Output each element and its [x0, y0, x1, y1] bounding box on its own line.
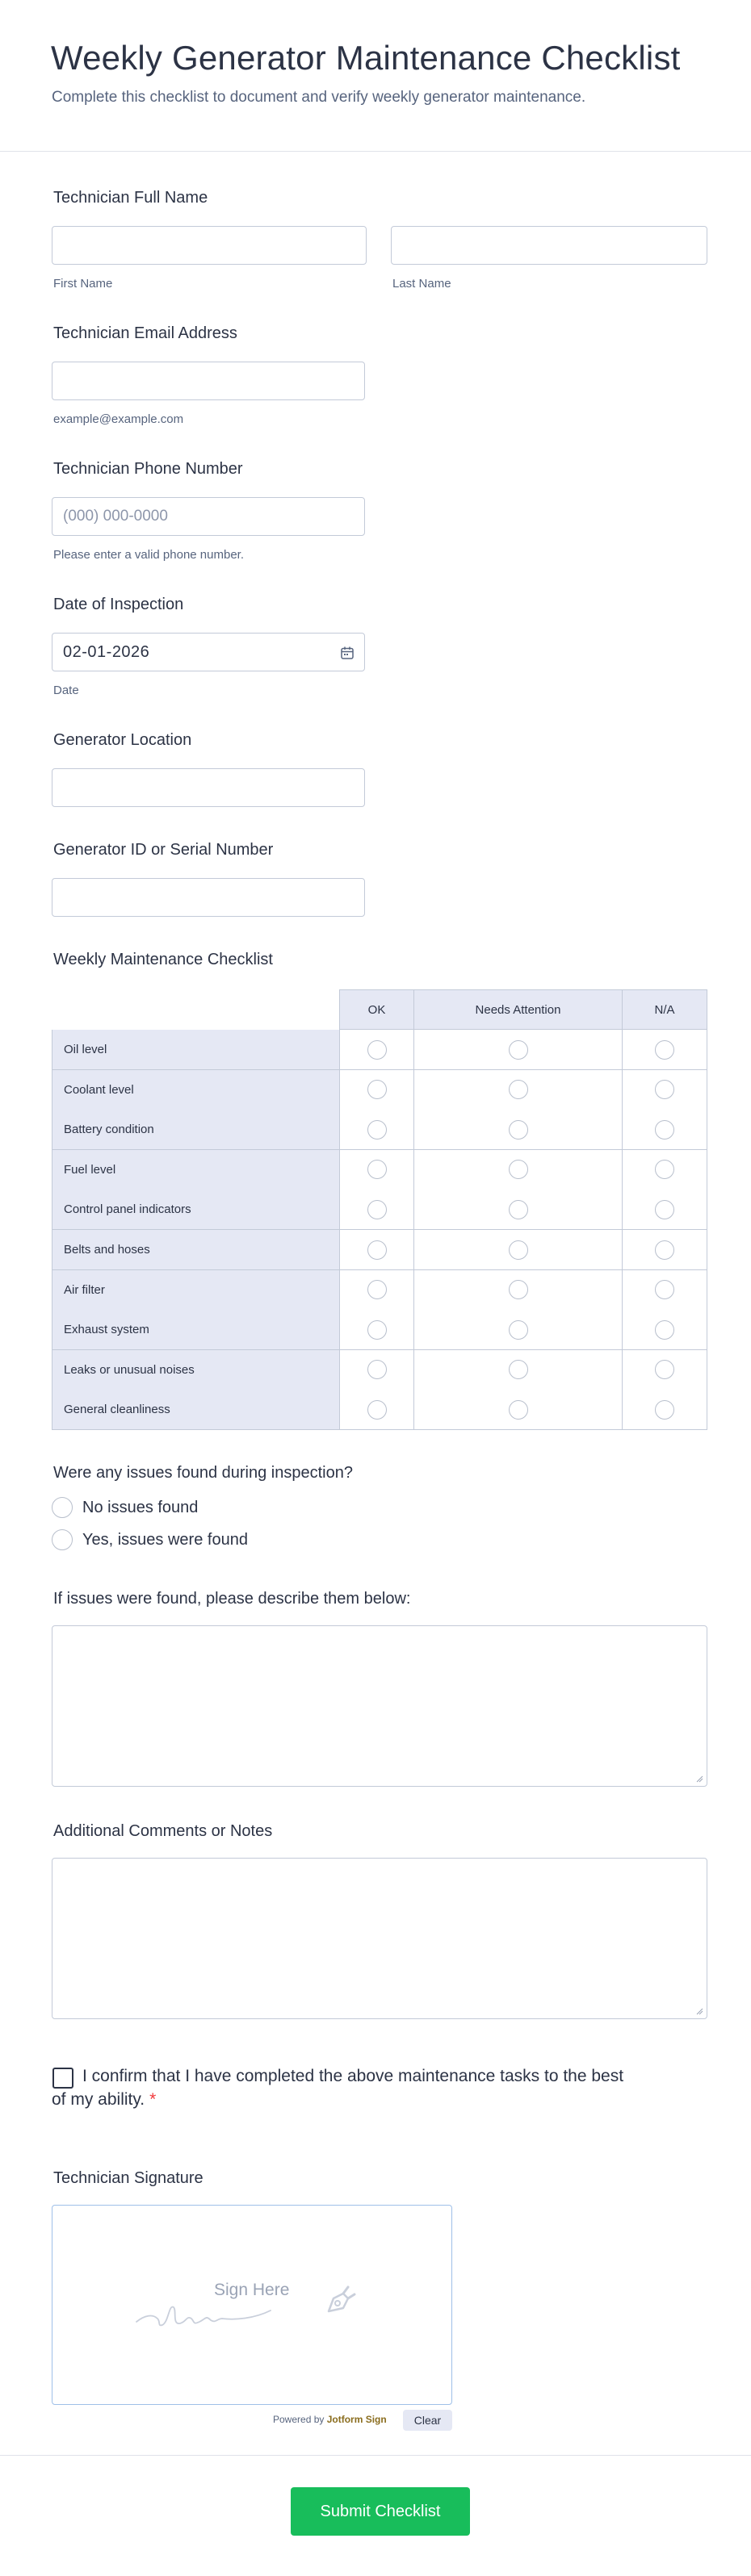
email-input[interactable] [52, 362, 365, 400]
matrix-radio[interactable] [655, 1200, 674, 1219]
matrix-radio[interactable] [509, 1080, 528, 1099]
matrix-cell [339, 1030, 414, 1070]
full-name-label: Technician Full Name [53, 189, 208, 207]
matrix-radio[interactable] [655, 1040, 674, 1060]
matrix-radio[interactable] [367, 1080, 387, 1099]
matrix-row-label: Leaks or unusual noises [52, 1350, 339, 1390]
matrix-cell [339, 1270, 414, 1311]
matrix-row [52, 1390, 707, 1430]
clear-signature-button[interactable]: Clear [403, 2410, 452, 2431]
matrix-row-label: Belts and hoses [52, 1230, 339, 1270]
matrix-cell [339, 1350, 414, 1390]
first-name-input[interactable] [52, 226, 367, 265]
matrix-row-label: Oil level [52, 1030, 339, 1070]
issue-description-textarea[interactable] [52, 1625, 707, 1787]
issues-label: Were any issues found during inspection? [53, 1464, 353, 1482]
confirm-text-line1: I confirm that I have completed the above maintenance tasks to the best [82, 2067, 624, 2085]
signature-placeholder: Sign Here [214, 2281, 290, 2299]
matrix-radio[interactable] [655, 1280, 674, 1299]
date-label: Date of Inspection [53, 596, 184, 613]
issues-option-yes[interactable] [52, 1528, 248, 1551]
matrix-row-label: General cleanliness [52, 1390, 339, 1430]
signature-pad[interactable] [52, 2205, 452, 2405]
last-name-sublabel: Last Name [392, 277, 451, 291]
jotform-sign-brand: Jotform Sign [326, 2414, 387, 2425]
matrix-cell [622, 1110, 707, 1150]
matrix-cell [339, 1310, 414, 1350]
confirm-checkbox[interactable] [52, 2068, 73, 2089]
matrix-cell [339, 1230, 414, 1270]
date-value: 02-01-2026 [63, 643, 150, 661]
resize-handle-icon[interactable] [695, 2007, 703, 2015]
matrix-radio[interactable] [509, 1240, 528, 1260]
matrix-cell [339, 1190, 414, 1230]
matrix-radio[interactable] [367, 1240, 387, 1260]
powered-prefix: Powered by [273, 2414, 325, 2425]
matrix-cell [622, 1390, 707, 1430]
matrix-cell [413, 1270, 623, 1311]
pen-nib-icon [321, 2282, 358, 2319]
matrix-cell [339, 1390, 414, 1430]
matrix-radio[interactable] [655, 1240, 674, 1260]
location-label: Generator Location [53, 731, 192, 749]
matrix-cell [622, 1190, 707, 1230]
form-subtitle: Complete this checklist to document and verify weekly generator maintenance. [52, 89, 586, 106]
powered-by-text [273, 2414, 387, 2425]
matrix-radio[interactable] [509, 1160, 528, 1179]
matrix-radio[interactable] [509, 1360, 528, 1379]
matrix-row-label: Exhaust system [52, 1310, 339, 1350]
matrix-row-label: Battery condition [52, 1110, 339, 1150]
matrix-cell [413, 1350, 623, 1390]
radio-circle[interactable] [52, 1529, 73, 1550]
matrix-radio[interactable] [509, 1200, 528, 1219]
matrix-radio[interactable] [367, 1040, 387, 1060]
matrix-radio[interactable] [509, 1400, 528, 1420]
required-asterisk: * [149, 2090, 157, 2109]
issues-option-no[interactable] [52, 1496, 198, 1519]
matrix-cell [339, 1150, 414, 1190]
matrix-row [52, 1030, 707, 1070]
matrix-cell [413, 1110, 623, 1150]
matrix-radio[interactable] [367, 1200, 387, 1219]
matrix-cell [413, 1190, 623, 1230]
matrix-radio[interactable] [509, 1040, 528, 1060]
matrix-col-na: N/A [622, 989, 707, 1030]
matrix-radio[interactable] [367, 1320, 387, 1340]
issue-description-label: If issues were found, please describe them below: [53, 1590, 411, 1608]
radio-circle[interactable] [52, 1497, 73, 1518]
matrix-col-ok: OK [339, 989, 414, 1030]
matrix-radio[interactable] [367, 1360, 387, 1379]
location-input[interactable] [52, 768, 365, 807]
matrix-radio[interactable] [655, 1080, 674, 1099]
matrix-row [52, 1350, 707, 1390]
matrix-cell [413, 1150, 623, 1190]
generator-id-input[interactable] [52, 878, 365, 917]
matrix-row [52, 1230, 707, 1270]
matrix-cell [622, 1030, 707, 1070]
matrix-radio[interactable] [655, 1360, 674, 1379]
generator-id-label: Generator ID or Serial Number [53, 841, 274, 859]
matrix-cell [622, 1350, 707, 1390]
last-name-input[interactable] [391, 226, 707, 265]
form-header [0, 0, 751, 152]
matrix-cell [622, 1070, 707, 1110]
signature-scribble-icon [133, 2283, 295, 2331]
submit-button[interactable]: Submit Checklist [291, 2487, 470, 2536]
matrix-radio[interactable] [655, 1400, 674, 1420]
checklist-label: Weekly Maintenance Checklist [53, 951, 273, 968]
confirm-text-end: of my ability. [52, 2090, 145, 2109]
form-title: Weekly Generator Maintenance Checklist [51, 39, 681, 77]
matrix-cell [413, 1390, 623, 1430]
matrix-cell [622, 1230, 707, 1270]
matrix-radio[interactable] [367, 1280, 387, 1299]
matrix-radio[interactable] [509, 1320, 528, 1340]
matrix-row [52, 1150, 707, 1190]
footer-divider [0, 2455, 751, 2456]
matrix-radio[interactable] [655, 1120, 674, 1140]
matrix-cell [413, 1310, 623, 1350]
date-input[interactable] [52, 633, 365, 671]
phone-sublabel: Please enter a valid phone number. [53, 548, 244, 562]
confirm-text-line2 [52, 2090, 156, 2110]
matrix-radio[interactable] [367, 1120, 387, 1140]
matrix-radio[interactable] [367, 1160, 387, 1179]
matrix-row-label: Coolant level [52, 1070, 339, 1110]
matrix-col-needs-attention: Needs Attention [413, 989, 623, 1030]
matrix-radio[interactable] [509, 1280, 528, 1299]
matrix-row [52, 1070, 707, 1110]
comments-textarea[interactable] [52, 1858, 707, 2019]
email-label: Technician Email Address [53, 324, 237, 342]
signature-label: Technician Signature [53, 2169, 203, 2187]
date-sublabel: Date [53, 684, 79, 697]
calendar-icon[interactable] [340, 646, 355, 660]
matrix-row-label: Fuel level [52, 1150, 339, 1190]
resize-handle-icon[interactable] [695, 1775, 703, 1783]
first-name-sublabel: First Name [53, 277, 113, 291]
matrix-row [52, 1310, 707, 1350]
phone-label: Technician Phone Number [53, 460, 243, 478]
matrix-row [52, 1110, 707, 1150]
matrix-row-label: Control panel indicators [52, 1190, 339, 1230]
matrix-cell [622, 1310, 707, 1350]
matrix-row-label: Air filter [52, 1270, 339, 1311]
matrix-radio[interactable] [655, 1160, 674, 1179]
matrix-cell [622, 1270, 707, 1311]
radio-label: Yes, issues were found [82, 1530, 248, 1549]
matrix-radio[interactable] [509, 1120, 528, 1140]
matrix-cell [339, 1110, 414, 1150]
email-sublabel: example@example.com [53, 412, 184, 426]
matrix-cell [413, 1070, 623, 1110]
matrix-cell [339, 1070, 414, 1110]
comments-label: Additional Comments or Notes [53, 1822, 273, 1840]
matrix-row [52, 1270, 707, 1311]
radio-label: No issues found [82, 1498, 199, 1516]
matrix-cell [622, 1150, 707, 1190]
matrix-radio[interactable] [655, 1320, 674, 1340]
matrix-row [52, 1190, 707, 1230]
matrix-cell [413, 1030, 623, 1070]
matrix-radio[interactable] [367, 1400, 387, 1420]
matrix-cell [413, 1230, 623, 1270]
phone-input[interactable] [52, 497, 365, 536]
